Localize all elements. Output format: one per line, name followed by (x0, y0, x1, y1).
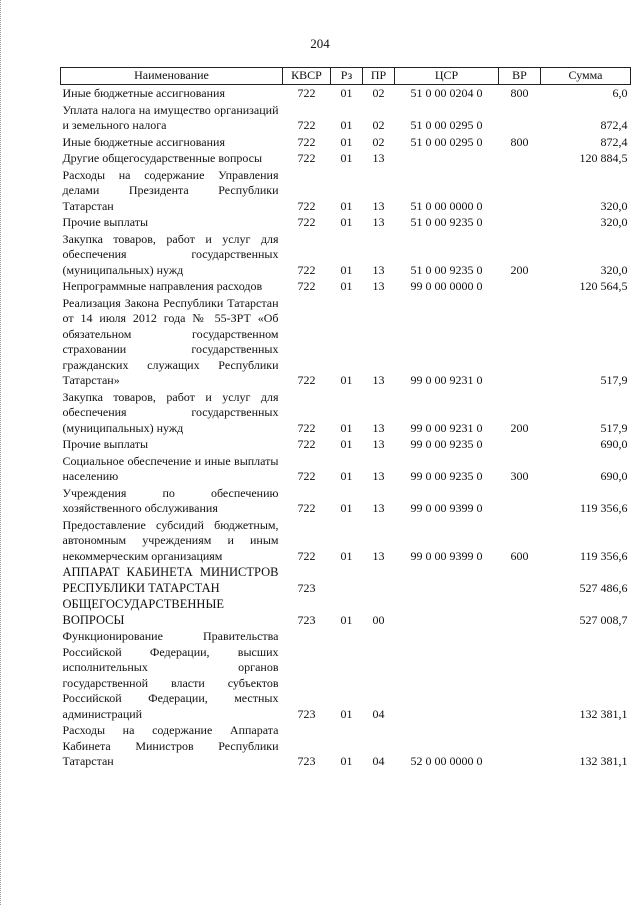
cell-pr: 13 (372, 215, 385, 229)
table-row (61, 485, 631, 517)
cell-vr (499, 436, 541, 453)
cell-csr (395, 628, 499, 722)
cell-sum: 120 564,5 (579, 279, 628, 293)
cell-name: Прочие выплаты (62, 437, 149, 451)
cell-rz: 01 (340, 754, 353, 768)
cell-name: Учреждения по обеспечению хозяйственного обслуживания (62, 485, 279, 515)
cell-csr: 99 0 00 9399 0 (410, 501, 483, 515)
table-row (61, 167, 631, 215)
header-rz: Рз (331, 68, 363, 85)
budget-table (60, 67, 631, 770)
cell-csr: 99 0 00 9231 0 (410, 373, 483, 387)
header-csr: ЦСР (395, 68, 499, 85)
cell-vr: 300 (510, 469, 529, 483)
table-row (61, 517, 631, 565)
cell-csr: 99 0 00 9235 0 (410, 469, 483, 483)
budget-table-container (60, 67, 630, 770)
cell-rz: 01 (340, 134, 353, 149)
cell-kvsr: 722 (297, 420, 316, 435)
cell-name: ОБЩЕГОСУДАРСТВЕННЫЕ ВОПРОСЫ (62, 597, 224, 627)
cell-kvsr: 722 (297, 262, 316, 277)
table-body (61, 85, 631, 770)
cell-csr: 99 0 00 9399 0 (410, 548, 483, 563)
cell-vr (499, 214, 541, 231)
cell-name: АППАРАТ КАБИНЕТА МИНИСТРОВ РЕСПУБЛИКИ ТАТАРСТАН (62, 565, 279, 595)
cell-csr: 51 0 00 9235 0 (410, 262, 483, 277)
cell-pr: 13 (372, 279, 385, 293)
cell-csr: 99 0 00 0000 0 (410, 279, 483, 293)
cell-name: Закупка товаров, работ и услуг для обеспечения государственных (муниципальных) нужд (62, 389, 279, 435)
cell-pr: 13 (372, 548, 385, 563)
cell-vr (499, 564, 541, 596)
cell-sum: 320,0 (600, 262, 628, 277)
cell-sum: 690,0 (600, 437, 628, 451)
cell-vr (499, 295, 541, 389)
cell-vr: 200 (510, 420, 529, 435)
cell-pr: 13 (372, 373, 385, 387)
cell-rz: 01 (340, 469, 353, 483)
cell-csr: 99 0 00 9231 0 (410, 420, 483, 435)
cell-csr (395, 596, 499, 628)
cell-pr: 02 (372, 118, 385, 132)
cell-vr (499, 628, 541, 722)
cell-kvsr: 722 (297, 198, 316, 213)
cell-csr: 51 0 00 0204 0 (410, 86, 483, 100)
cell-name: Социальное обеспечение и иные выплаты населению (62, 453, 279, 483)
cell-rz: 01 (340, 198, 353, 213)
cell-name: Предоставление субсидий бюджетным, автономным учреждениям и иным некоммерческим организациям (62, 517, 279, 563)
table-header-row (61, 68, 631, 85)
cell-kvsr: 723 (297, 706, 316, 721)
cell-csr: 51 0 00 0295 0 (410, 134, 483, 149)
table-row (61, 628, 631, 722)
cell-name: Расходы на содержание Аппарата Кабинета Министров Республики Татарстан (62, 723, 279, 768)
table-row (61, 231, 631, 279)
cell-vr (499, 596, 541, 628)
cell-name: Иные бюджетные ассигнования (62, 134, 225, 149)
cell-csr: 51 0 00 0000 0 (410, 198, 483, 213)
cell-rz: 01 (340, 437, 353, 451)
cell-pr: 13 (372, 420, 385, 435)
cell-sum: 120 884,5 (579, 151, 628, 165)
cell-rz: 01 (340, 612, 353, 627)
table-row (61, 453, 631, 485)
cell-kvsr: 722 (297, 437, 316, 451)
cell-pr: 13 (372, 469, 385, 483)
cell-sum: 119 356,6 (579, 501, 628, 515)
cell-sum: 527 008,7 (579, 612, 628, 627)
cell-csr: 52 0 00 0000 0 (410, 754, 483, 768)
table-row (61, 85, 631, 102)
cell-vr (499, 150, 541, 167)
cell-pr: 04 (372, 706, 385, 721)
cell-rz: 01 (340, 279, 353, 293)
header-vr: ВР (499, 68, 541, 85)
cell-name: Уплата налога на имущество организаций и земельного налога (62, 102, 279, 132)
cell-vr: 600 (510, 548, 529, 563)
cell-name: Иные бюджетные ассигнования (62, 86, 225, 100)
cell-name: Реализация Закона Республики Татарстан от 14 июля 2012 года № 55-ЗРТ «Об обязательном государственном страховании государственных гражданских служащих Республики Татарстан» (62, 295, 279, 387)
cell-rz: 01 (340, 151, 353, 165)
cell-vr (499, 485, 541, 517)
cell-kvsr: 722 (297, 501, 316, 515)
cell-pr (363, 564, 395, 596)
cell-kvsr: 722 (297, 469, 316, 483)
cell-kvsr: 723 (297, 580, 316, 595)
cell-vr: 200 (510, 262, 529, 277)
cell-rz: 01 (340, 86, 353, 100)
cell-sum: 6,0 (612, 86, 628, 100)
cell-name: Расходы на содержание Управления делами Президента Республики Татарстан (62, 167, 279, 213)
header-pr: ПР (363, 68, 395, 85)
cell-pr: 13 (372, 151, 385, 165)
cell-sum: 517,9 (600, 420, 628, 435)
cell-kvsr: 722 (297, 279, 316, 293)
header-name: Наименование (61, 68, 283, 85)
cell-vr (499, 167, 541, 215)
cell-pr: 13 (372, 437, 385, 451)
cell-name: Функционирование Правительства Российской Федерации, высших исполнительных органов государственной власти субъектов Российской Федерации, местных администраций (62, 629, 279, 721)
cell-csr: 51 0 00 9235 0 (410, 215, 483, 229)
cell-vr: 800 (510, 86, 529, 100)
table-row (61, 596, 631, 628)
cell-pr: 02 (372, 86, 385, 100)
cell-name: Закупка товаров, работ и услуг для обеспечения государственных (муниципальных) нужд (62, 231, 279, 277)
cell-name: Другие общегосударственные вопросы (62, 151, 263, 165)
cell-rz: 01 (340, 215, 353, 229)
cell-sum: 872,4 (600, 134, 628, 149)
cell-kvsr: 722 (297, 215, 316, 229)
cell-kvsr: 722 (297, 373, 316, 387)
cell-name: Непрограммные направления расходов (62, 279, 263, 293)
cell-kvsr: 722 (297, 86, 316, 100)
cell-rz: 01 (340, 373, 353, 387)
cell-rz: 01 (340, 706, 353, 721)
header-sum: Сумма (541, 68, 631, 85)
cell-pr: 13 (372, 262, 385, 277)
header-kvsr: КВСР (283, 68, 331, 85)
table-row (61, 295, 631, 389)
cell-vr (499, 278, 541, 295)
cell-rz: 01 (340, 548, 353, 563)
cell-sum: 132 381,1 (579, 754, 628, 768)
cell-pr: 02 (372, 134, 385, 149)
table-row (61, 722, 631, 770)
table-row (61, 564, 631, 596)
table-row (61, 278, 631, 295)
cell-sum: 132 381,1 (579, 706, 628, 721)
cell-vr (499, 102, 541, 134)
left-margin-mark (0, 0, 5, 905)
cell-kvsr: 722 (297, 134, 316, 149)
cell-pr: 04 (372, 754, 385, 768)
cell-kvsr: 722 (297, 151, 316, 165)
cell-sum: 119 356,6 (579, 548, 628, 563)
cell-pr: 00 (372, 612, 385, 627)
cell-sum: 517,9 (600, 373, 628, 387)
cell-kvsr: 722 (297, 118, 316, 132)
cell-rz: 01 (340, 501, 353, 515)
table-row (61, 150, 631, 167)
table-row (61, 134, 631, 151)
cell-kvsr: 722 (297, 548, 316, 563)
table-row (61, 102, 631, 134)
cell-kvsr: 723 (297, 754, 316, 768)
cell-sum: 320,0 (600, 198, 628, 213)
cell-pr: 13 (372, 501, 385, 515)
cell-kvsr: 723 (297, 612, 316, 627)
cell-csr: 51 0 00 0295 0 (410, 118, 483, 132)
table-row (61, 389, 631, 437)
cell-sum: 320,0 (600, 215, 628, 229)
cell-vr: 800 (510, 134, 529, 149)
cell-vr (499, 722, 541, 770)
cell-sum: 872,4 (600, 118, 628, 132)
cell-name: Прочие выплаты (62, 215, 149, 229)
table-row (61, 436, 631, 453)
cell-csr (395, 150, 499, 167)
page-number: 204 (310, 36, 330, 51)
cell-sum: 690,0 (600, 469, 628, 483)
cell-pr: 13 (372, 198, 385, 213)
cell-rz (331, 564, 363, 596)
table-row (61, 214, 631, 231)
cell-csr: 99 0 00 9235 0 (410, 437, 483, 451)
cell-csr (395, 564, 499, 596)
cell-rz: 01 (340, 118, 353, 132)
cell-rz: 01 (340, 420, 353, 435)
cell-rz: 01 (340, 262, 353, 277)
cell-sum: 527 486,6 (579, 580, 628, 595)
